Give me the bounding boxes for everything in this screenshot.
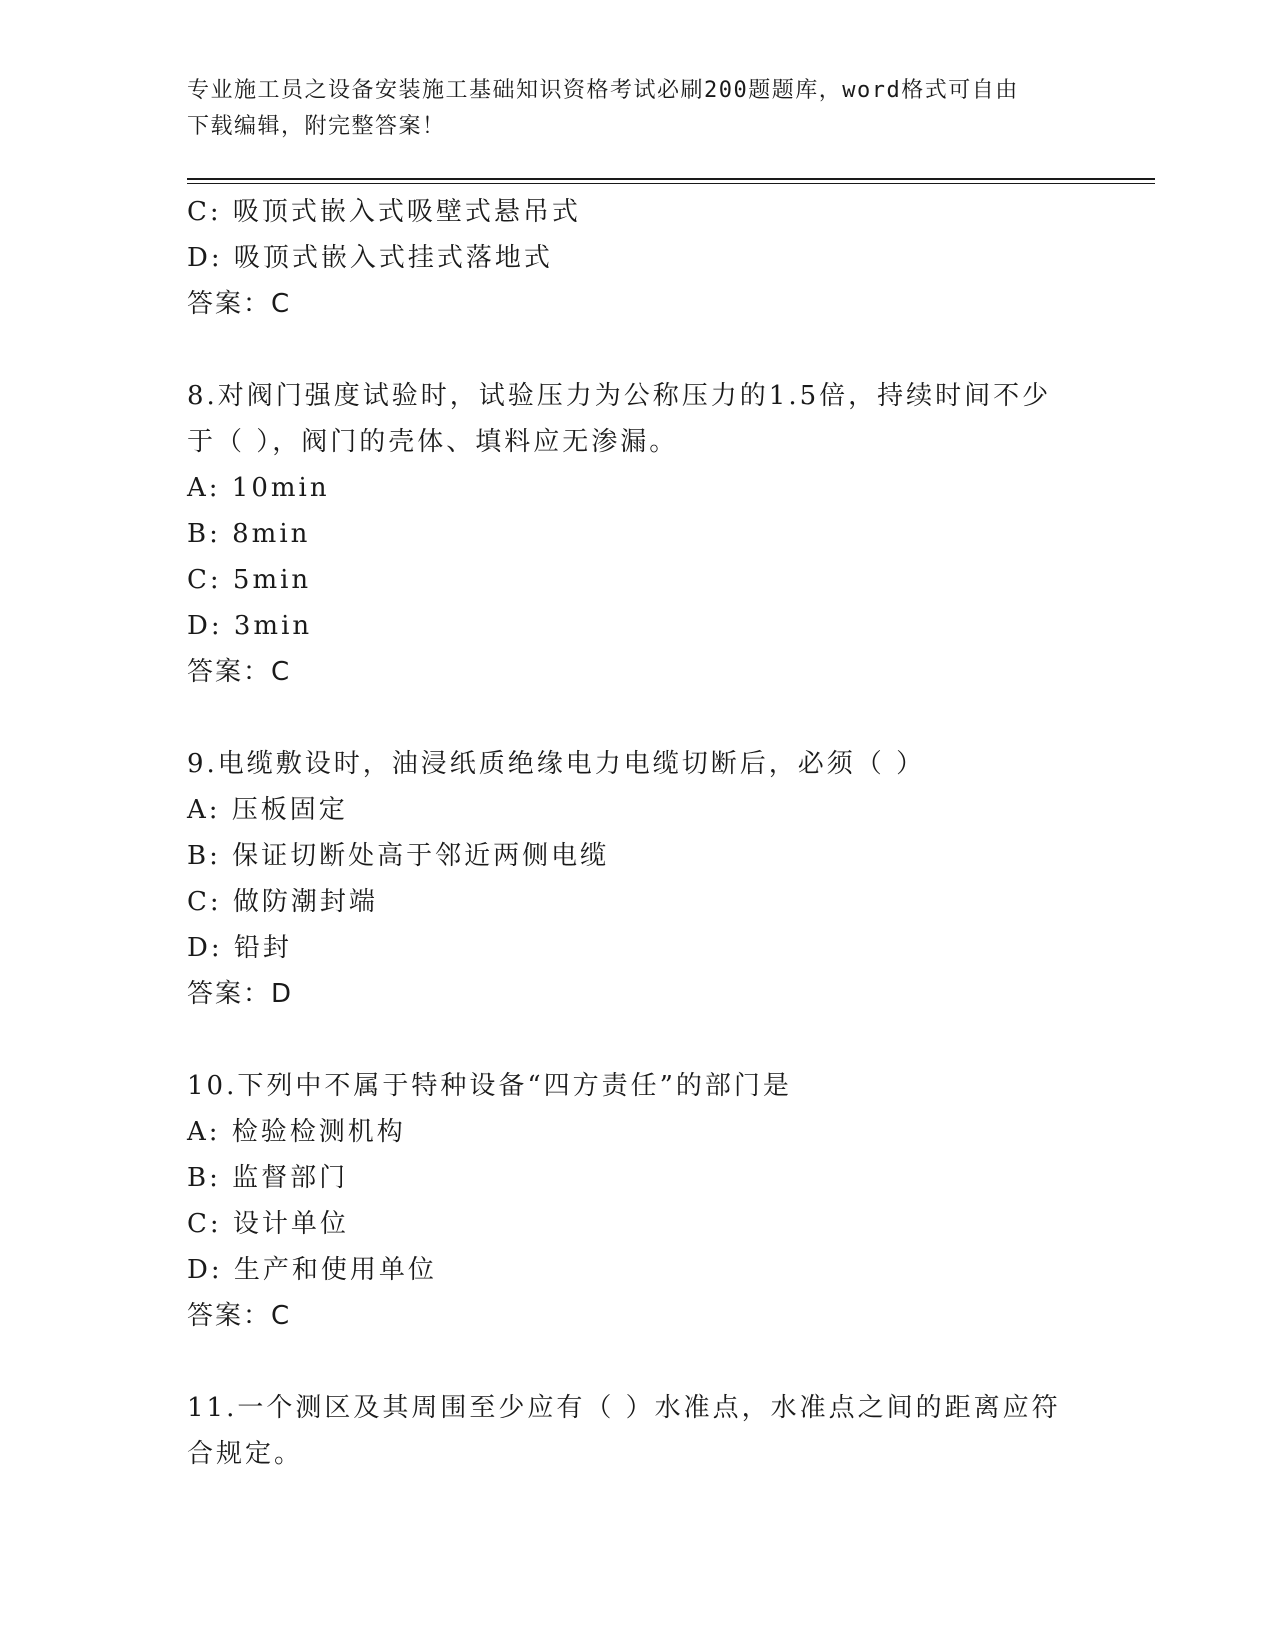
answer-line: 答案：C — [187, 1301, 292, 1331]
spacer — [187, 1017, 1067, 1063]
option-d: D: 3min — [187, 611, 313, 641]
option-c: C: 做防潮封端 — [187, 887, 378, 917]
question-stem-continued: 于（ ），阀门的壳体、填料应无渗漏。 — [187, 427, 679, 457]
option-b: B: 保证切断处高于邻近两侧电缆 — [187, 841, 610, 871]
option-c: C: 设计单位 — [187, 1209, 349, 1239]
option-d: D: 吸顶式嵌入式挂式落地式 — [187, 243, 553, 273]
question-list — [187, 189, 1067, 1477]
option-b: B: 8min — [187, 519, 311, 549]
header-divider-thin — [187, 183, 1155, 184]
question-stem: 9.电缆敷设时，油浸纸质绝缘电力电缆切断后，必须（ ） — [187, 749, 926, 779]
spacer — [187, 1339, 1067, 1385]
spacer — [187, 327, 1067, 373]
header-divider-thick — [187, 178, 1155, 180]
question-9 — [187, 741, 1067, 1017]
question-stem: 11.一个测区及其周围至少应有（ ）水准点，水准点之间的距离应符 — [187, 1393, 1061, 1423]
question-10 — [187, 1063, 1067, 1339]
header-title-line-2: 下载编辑，附完整答案！ — [187, 114, 446, 139]
option-d: D: 铅封 — [187, 933, 292, 963]
answer-line: 答案：C — [187, 289, 292, 319]
question-stem: 8.对阀门强度试验时，试验压力为公称压力的1.5倍，持续时间不少 — [187, 381, 1052, 411]
spacer — [187, 695, 1067, 741]
question-11 — [187, 1385, 1067, 1477]
question-stem: 10.下列中不属于特种设备“四方责任”的部门是 — [187, 1071, 792, 1101]
answer-line: 答案：D — [187, 979, 294, 1009]
option-b: B: 监督部门 — [187, 1163, 349, 1193]
question-stem-continued: 合规定。 — [187, 1439, 304, 1469]
question-7-tail — [187, 189, 1067, 327]
option-c: C: 5min — [187, 565, 312, 595]
option-a: A: 10min — [187, 473, 330, 503]
option-d: D: 生产和使用单位 — [187, 1255, 437, 1285]
question-8 — [187, 373, 1067, 695]
option-a: A: 压板固定 — [187, 795, 348, 825]
document-header — [187, 73, 1067, 145]
header-title-line-1: 专业施工员之设备安装施工基础知识资格考试必刷200题题库，word格式可自由 — [187, 78, 1019, 103]
option-c: C: 吸顶式嵌入式吸壁式悬吊式 — [187, 197, 581, 227]
answer-line: 答案：C — [187, 657, 292, 687]
option-a: A: 检验检测机构 — [187, 1117, 406, 1147]
